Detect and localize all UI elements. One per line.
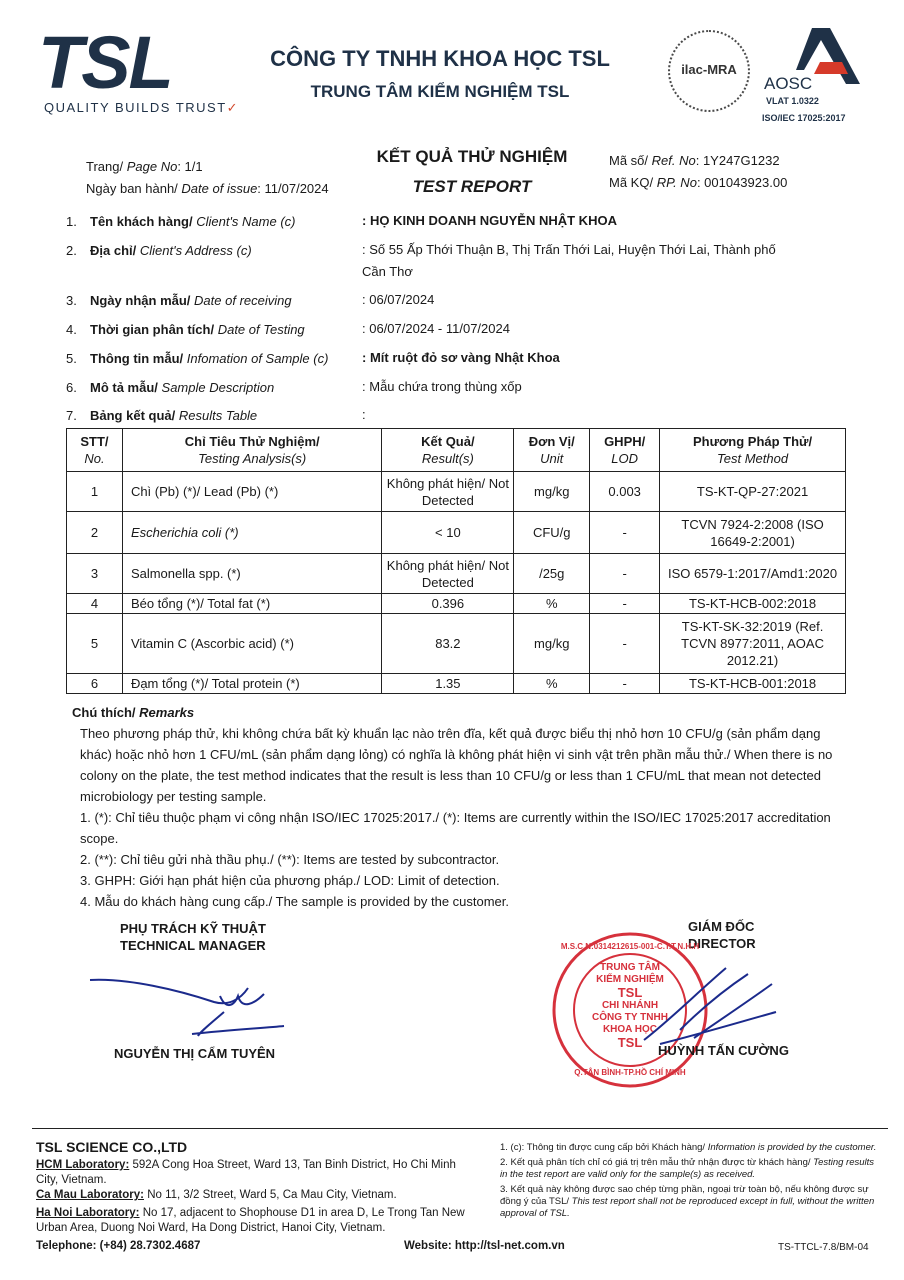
director-signature-icon [640,960,780,1050]
info-client-address: 2. Địa chỉ/ Client's Address (c) [66,243,252,258]
remarks-note-4: 4. Mẫu do khách hàng cung cấp./ The sample is provided by the customer. [80,894,510,909]
date-testing-value: : 06/07/2024 - 11/07/2024 [362,321,510,336]
footer-hanoi-lab: Ha Noi Laboratory: No 17, adjacent to Shophouse D1 in area D, Le Trong Tan New Urban Area, Duong Noi Ward, Ha Dong District, Hanoi City, Vietnam. [36,1207,465,1234]
footer-website[interactable]: Website: http://tsl-net.com.vn [404,1240,565,1252]
row-method: ISO 6579-1:2017/Amd1:2020 [660,554,846,594]
ref-number: Mã số/ Ref. No: 1Y247G1232 [609,153,780,168]
report-meta-left [86,156,329,200]
row-analysis: Escherichia coli (*) [122,512,382,554]
info-results-table: 7. Bảng kết quả/ Results Table [66,408,258,423]
footer-divider [32,1128,888,1129]
ilac-label: ilac-MRA [681,62,737,77]
results-table-value: : [362,407,366,422]
remarks-section [72,702,842,912]
row-no: 4 [67,594,123,614]
remarks-note-3: 3. GHPH: Giới hạn phát hiện của phương pháp./ LOD: Limit of detection. [80,873,500,888]
stamp-ring-top: M.S.C.N:0314212615-001-C.T.T.N.H.H [560,942,700,951]
row-analysis: Đạm tổng (*)/ Total protein (*) [122,674,382,694]
technical-manager-name: NGUYỄN THỊ CẨM TUYÊN [114,1046,276,1061]
row-lod: - [590,594,660,614]
row-unit: /25g [514,554,590,594]
footer-phone: Telephone: (+84) 28.7302.4687 [36,1240,201,1252]
row-result: < 10 [382,512,514,554]
row-method: TS-KT-HCB-001:2018 [660,674,846,694]
row-lod: - [590,674,660,694]
header-no: STT/ No. [67,429,123,472]
row-lod: - [590,512,660,554]
technical-manager-title: PHỤ TRÁCH KỸ THUẬT TECHNICAL MANAGER [120,921,266,953]
row-result: Không phát hiện/ Not Detected [382,472,514,512]
row-result: 83.2 [382,614,514,674]
row-unit: % [514,674,590,694]
director-name: HUỲNH TẤN CƯỜNG [658,1043,789,1058]
header-method: Phương Pháp Thử/ Test Method [660,429,846,472]
remarks-paragraph: Theo phương pháp thử, khi không chứa bất kỳ khuẩn lạc nào trên đĩa, kết quả được biểu thị nhỏ hơn 10 CFU/g (sản phẩm dạng khác) hoặc nhỏ hơn 1 CFU/mL (sản phẩm dạng lỏng) có nghĩa là không phát hiện vi sinh vật trên phần mẫu thử./ When there is no colony on the plate, the test method indicates that the result is less than 10 CFU/g or less than 1 CFU/mL that mean not detected microbiology per testing sample. [80,726,833,804]
row-lod: - [590,554,660,594]
aosc-vlat: VLAT 1.0322 [766,96,819,106]
stamp-text: TRUNG TÂM KIỂM NGHIỆM TSL CHI NHÁNH CÔNG TY TNHH KHOA HỌC TSL [592,962,668,1050]
report-title-en: TEST REPORT [412,177,532,196]
remarks-note-1: 1. (*): Chỉ tiêu thuộc phạm vi công nhận ISO/IEC 17025:2017./ (*): Items are currently within the ISO/IEC 17025:2017 accreditation scope. [80,810,831,846]
row-no: 3 [67,554,123,594]
check-icon: ✓ [226,100,240,115]
issue-date: Ngày ban hành/ Date of issue: 11/07/2024 [86,181,329,196]
aosc-label: AOSC [764,74,813,93]
footer-notes [500,1142,880,1223]
row-analysis: Vitamin C (Ascorbic acid) (*) [122,614,382,674]
row-method: TS-KT-SK-32:2019 (Ref. TCVN 8977:2011, AOAC 2012.21) [660,614,846,674]
stamp-ring-bottom: Q.TÂN BÌNH-TP.HỒ CHÍ MINH [574,1068,686,1077]
table-row [67,614,846,674]
row-method: TS-KT-QP-27:2021 [660,472,846,512]
header-result: Kết Quả/ Result(s) [382,429,514,472]
rp-number: Mã KQ/ RP. No: 001043923.00 [609,175,788,190]
info-date-testing: 4. Thời gian phân tích/ Date of Testing [66,322,305,337]
results-table [66,428,846,694]
header-lod: GHPH/ LOD [590,429,660,472]
info-date-receiving: 3. Ngày nhận mẫu/ Date of receiving [66,293,292,308]
row-analysis: Salmonella spp. (*) [122,554,382,594]
report-meta-right [609,150,787,194]
table-row [67,472,846,512]
page-number: Trang/ Page No: 1/1 [86,159,203,174]
company-name: CÔNG TY TNHH KHOA HỌC TSL [270,46,610,71]
footer-note-1: 1. (c): Thông tin được cung cấp bởi Khách hàng/ Information is provided by the customer. [500,1142,877,1153]
logo-tagline: QUALITY BUILDS TRUST✓ [44,100,240,115]
row-unit: mg/kg [514,614,590,674]
remarks-note-2: 2. (**): Chỉ tiêu gửi nhà thầu phụ./ (**): Items are tested by subcontractor. [80,852,500,867]
row-method: TS-KT-HCB-002:2018 [660,594,846,614]
row-analysis: Chì (Pb) (*)/ Lead (Pb) (*) [122,472,382,512]
header-unit: Đơn Vị/ Unit [514,429,590,472]
table-row [67,674,846,694]
footer-company: TSL SCIENCE CO.,LTD [36,1139,188,1155]
row-no: 2 [67,512,123,554]
footer-form-code: TS-TTCL-7.8/BM-04 [778,1242,869,1253]
sample-description-value: : Mẫu chứa trong thùng xốp [362,379,522,394]
row-unit: % [514,594,590,614]
row-lod: - [590,614,660,674]
row-analysis: Béo tổng (*)/ Total fat (*) [122,594,382,614]
ilac-mra-seal [668,30,750,112]
row-result: Không phát hiện/ Not Detected [382,554,514,594]
report-title-vi: KẾT QUẢ THỬ NGHIỆM [376,147,568,166]
row-lod: 0.003 [590,472,660,512]
row-method: TCVN 7924-2:2008 (ISO 16649-2:2001) [660,512,846,554]
company-logo: TSL [38,21,172,104]
row-unit: mg/kg [514,472,590,512]
technical-manager-signature-icon [88,966,288,1046]
info-sample-description: 6. Mô tả mẫu/ Sample Description [66,380,275,395]
row-no: 5 [67,614,123,674]
date-receiving-value: : 06/07/2024 [362,292,435,307]
client-name-value: : HỌ KINH DOANH NGUYỄN NHẬT KHOA [362,213,617,228]
row-result: 0.396 [382,594,514,614]
director-title: GIÁM ĐỐC DIRECTOR [688,919,756,951]
table-row [67,512,846,554]
row-no: 1 [67,472,123,512]
table-row [67,594,846,614]
footer-camau-lab: Ca Mau Laboratory: No 11, 3/2 Street, Ward 5, Ca Mau City, Vietnam. [36,1189,397,1201]
footer-note-2: 2. Kết quả phân tích chỉ có giá trị trên mẫu thử nhận được từ khách hàng/ Testing results in the test report are valid only for the sample(s) as received. [500,1157,875,1180]
footer-note-3: 3. Kết quả này không được sao chép từng phần, ngoại trừ toàn bộ, nếu không được sự đồng ý của TSL/ This test report shall not be reproduced except in full, without the written approval of TSL. [500,1184,875,1219]
remarks-title: Chú thích/ Remarks [72,705,195,720]
company-subtitle: TRUNG TÂM KIỂM NGHIỆM TSL [310,82,570,101]
info-sample: 5. Thông tin mẫu/ Infomation of Sample (c) [66,351,329,366]
header-analysis: Chỉ Tiêu Thử Nghiệm/ Testing Analysis(s) [122,429,382,472]
info-client-name: 1. Tên khách hàng/ Client's Name (c) [66,214,296,229]
client-address-value: : Số 55 Ấp Thới Thuận B, Thị Trấn Thới Lai, Huyện Thới Lai, Thành phố Cần Thơ [362,242,776,279]
table-row [67,554,846,594]
row-no: 6 [67,674,123,694]
footer-hcm-lab: HCM Laboratory: 592A Cong Hoa Street, Ward 13, Tan Binh District, Ho Chi Minh City, Vietnam. [36,1159,456,1186]
aosc-iso: ISO/IEC 17025:2017 [762,113,846,123]
table-header-row [67,429,846,472]
sample-value: : Mít ruột đỏ sơ vàng Nhật Khoa [362,350,560,365]
row-result: 1.35 [382,674,514,694]
row-unit: CFU/g [514,512,590,554]
